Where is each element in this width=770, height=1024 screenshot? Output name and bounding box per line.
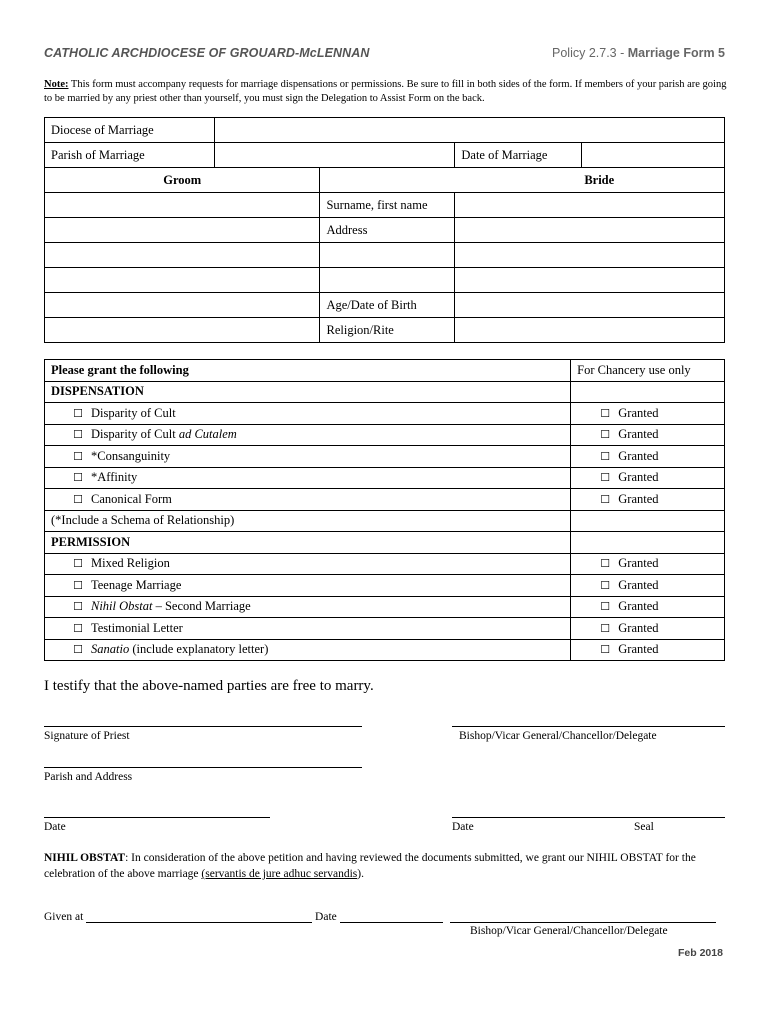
nihil-text: : In consideration of the above petition and having reviewed the documents submitted, we grant our NIHIL OBSTAT for the celebration of the above marriage: [44, 852, 696, 880]
granted-checkbox-icon[interactable]: ☐: [600, 429, 611, 442]
seal-label: Seal: [634, 821, 654, 833]
dispensation-row: [45, 489, 725, 511]
checkbox-icon[interactable]: ☐: [73, 429, 83, 442]
date-label: Date: [44, 821, 66, 833]
granted-checkbox-icon[interactable]: ☐: [600, 493, 611, 506]
granted-label: Granted: [618, 448, 659, 463]
grant-header: Please grant the following: [45, 360, 571, 382]
row-label: Age/Date of Birth: [320, 293, 455, 318]
date-of-marriage-label: Date of Marriage: [455, 143, 582, 168]
given-at-row: [44, 910, 716, 923]
dispensation-row: [45, 403, 725, 425]
permission-list: [45, 553, 725, 661]
bishop-date-label: Date: [452, 821, 474, 833]
diocese-label: Diocese of Marriage: [45, 118, 215, 143]
groom-field[interactable]: [45, 193, 320, 218]
dispensation-row: [45, 446, 725, 468]
granted-checkbox-icon[interactable]: ☐: [600, 450, 611, 463]
bishop-date-line[interactable]: [452, 817, 725, 818]
permission-header: PERMISSION: [45, 532, 571, 554]
checkbox-icon[interactable]: ☐: [73, 472, 83, 485]
granted-checkbox-icon[interactable]: ☐: [600, 644, 611, 657]
note-text: This form must accompany requests for marriage dispensations or permissions. Be sure to fill in both sides of the form. If members of your parish are going to be married by any priest other than yourself, you must sign the Delegation to Assist Form on the back.: [44, 79, 727, 104]
note-label: Note:: [44, 79, 69, 90]
revision-date: Feb 2018: [678, 947, 723, 959]
schema-note: (*Include a Schema of Relationship): [45, 510, 571, 532]
priest-signature-label: Signature of Priest: [44, 730, 130, 742]
item-label: *Affinity: [91, 470, 138, 485]
form-name: Marriage Form 5: [627, 46, 725, 60]
item-label-suffix: (include explanatory letter): [129, 642, 269, 657]
checkbox-icon[interactable]: ☐: [73, 579, 83, 592]
chancery-header: For Chancery use only: [571, 360, 725, 382]
bishop-signature-label: Bishop/Vicar General/Chancellor/Delegate: [459, 730, 657, 742]
given-bishop-signature-field[interactable]: [450, 910, 716, 923]
nihil-obstat-label: NIHIL OBSTAT: [44, 852, 126, 864]
date-line[interactable]: [44, 817, 270, 818]
item-label: Disparity of Cult: [91, 405, 176, 420]
given-bishop-label: Bishop/Vicar General/Chancellor/Delegate: [470, 925, 668, 937]
marriage-details-table: [44, 117, 725, 343]
dispensation-row: [45, 467, 725, 489]
bride-field[interactable]: [455, 218, 725, 243]
given-at-field[interactable]: [86, 910, 312, 923]
row-label: [320, 268, 455, 293]
granted-label: Granted: [618, 577, 659, 592]
testify-statement: I testify that the above-named parties are free to marry.: [44, 678, 374, 694]
dispensation-list: [45, 403, 725, 511]
granted-label: Granted: [618, 620, 659, 635]
item-label: *Consanguinity: [91, 448, 171, 463]
item-label-italic: Sanatio: [91, 642, 130, 657]
item-label: Disparity of Cult: [91, 427, 179, 442]
permission-row: [45, 575, 725, 597]
checkbox-icon[interactable]: ☐: [73, 558, 83, 571]
archdiocese-name: CATHOLIC ARCHDIOCESE OF GROUARD-McLENNAN: [44, 46, 370, 60]
groom-field[interactable]: [45, 218, 320, 243]
granted-checkbox-icon[interactable]: ☐: [600, 622, 611, 635]
granted-checkbox-icon[interactable]: ☐: [600, 601, 611, 614]
item-label: Teenage Marriage: [91, 577, 182, 592]
granted-checkbox-icon[interactable]: ☐: [600, 579, 611, 592]
parish-field[interactable]: [214, 143, 455, 168]
dispensation-header: DISPENSATION: [45, 381, 571, 403]
priest-signature-line[interactable]: [44, 726, 362, 727]
checkbox-icon[interactable]: ☐: [73, 407, 83, 420]
dispensation-row: [45, 424, 725, 446]
checkbox-icon[interactable]: ☐: [73, 601, 83, 614]
nihil-latin: (servantis de jure adhuc servandis: [201, 868, 358, 880]
bride-field[interactable]: [455, 243, 725, 268]
row-label: Address: [320, 218, 455, 243]
granted-checkbox-icon[interactable]: ☐: [600, 407, 611, 420]
item-label: Testimonial Letter: [91, 620, 183, 635]
form-note: [44, 78, 734, 106]
row-label: [320, 243, 455, 268]
granted-label: Granted: [618, 405, 659, 420]
granted-label: Granted: [618, 470, 659, 485]
given-at-label: Given at: [44, 911, 87, 923]
bride-field[interactable]: [455, 318, 725, 343]
permission-row: [45, 596, 725, 618]
groom-field[interactable]: [45, 268, 320, 293]
checkbox-icon[interactable]: ☐: [73, 644, 83, 657]
bride-field[interactable]: [455, 193, 725, 218]
item-label-suffix: – Second Marriage: [152, 599, 251, 614]
groom-field[interactable]: [45, 318, 320, 343]
nihil-text-end: ).: [357, 868, 364, 880]
policy-reference: [552, 46, 725, 60]
groom-field[interactable]: [45, 243, 320, 268]
given-date-label: Date: [312, 911, 340, 923]
item-label-italic: Nihil Obstat: [91, 599, 153, 614]
nihil-obstat-statement: [44, 850, 734, 882]
granted-label: Granted: [618, 427, 659, 442]
diocese-field[interactable]: [214, 118, 724, 143]
permission-row: [45, 553, 725, 575]
permission-row: [45, 618, 725, 640]
granted-label: Granted: [618, 642, 659, 657]
bride-field[interactable]: [455, 293, 725, 318]
given-date-field[interactable]: [340, 910, 443, 923]
parish-address-label: Parish and Address: [44, 771, 133, 783]
checkbox-icon[interactable]: ☐: [73, 622, 83, 635]
bride-header: Bride: [320, 168, 725, 193]
bride-field[interactable]: [455, 268, 725, 293]
granted-checkbox-icon[interactable]: ☐: [600, 558, 611, 571]
item-label: Canonical Form: [91, 491, 172, 506]
date-of-marriage-field[interactable]: [582, 143, 725, 168]
granted-label: Granted: [618, 491, 659, 506]
granted-label: Granted: [618, 556, 659, 571]
parish-label: Parish of Marriage: [45, 143, 215, 168]
item-label-italic: ad Cutalem: [178, 427, 237, 442]
grant-request-table: [44, 359, 725, 661]
groom-field[interactable]: [45, 293, 320, 318]
policy-number: Policy 2.7.3 -: [552, 46, 628, 60]
checkbox-icon[interactable]: ☐: [73, 493, 83, 506]
granted-checkbox-icon[interactable]: ☐: [600, 472, 611, 485]
permission-row: [45, 639, 725, 661]
granted-label: Granted: [618, 599, 659, 614]
bishop-signature-line[interactable]: [452, 726, 725, 727]
row-label: Religion/Rite: [320, 318, 455, 343]
row-label: Surname, first name: [320, 193, 455, 218]
item-label: Mixed Religion: [91, 556, 170, 571]
parish-address-line[interactable]: [44, 767, 362, 768]
checkbox-icon[interactable]: ☐: [73, 450, 83, 463]
groom-header: Groom: [45, 168, 320, 193]
